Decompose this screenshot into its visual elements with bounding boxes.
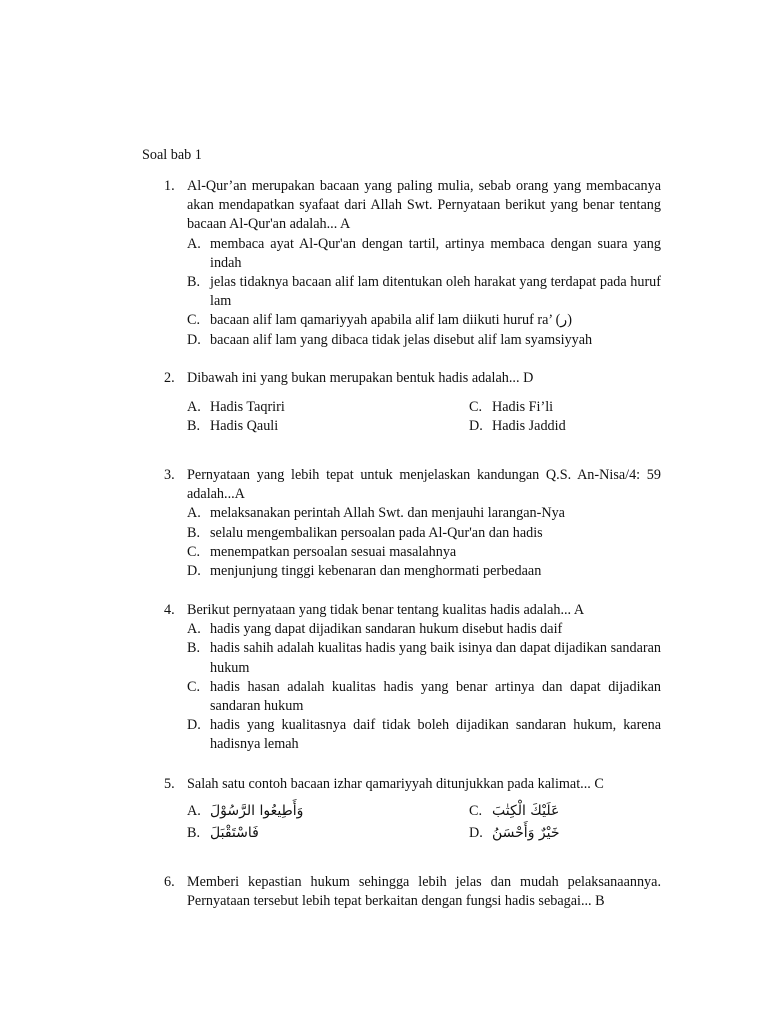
option-letter: C. xyxy=(469,399,483,416)
question-2 xyxy=(164,369,661,437)
option-letter: C. xyxy=(187,312,201,329)
option-letter: B. xyxy=(187,640,201,657)
option-text: jelas tidaknya bacaan alif lam ditentukan oleh harakat yang terdapat pada huruf lam xyxy=(210,274,661,310)
option-letter: D. xyxy=(187,563,201,580)
option-list xyxy=(187,504,661,581)
option-c xyxy=(469,800,661,822)
option-d xyxy=(469,417,661,436)
option-text: hadis hasan adalah kualitas hadis yang benar artinya dan dapat dijadikan sandaran hukum xyxy=(210,678,661,715)
option-letter: B. xyxy=(187,825,201,842)
option-a xyxy=(187,504,661,523)
question-number: 3. xyxy=(164,467,175,483)
option-text: Hadis Fi’li xyxy=(492,399,554,416)
option-grid xyxy=(187,800,661,844)
option-b xyxy=(187,417,469,436)
option-text-arabic: فَاسْتَقْبَلَ xyxy=(210,825,259,842)
question-number: 2. xyxy=(164,370,175,386)
option-text-arabic: عَلَيْكَ الْكِتٰبَ xyxy=(492,803,560,820)
option-text: Hadis Jaddid xyxy=(492,418,566,435)
option-letter: B. xyxy=(187,274,201,291)
page-title: Soal bab 1 xyxy=(142,147,202,163)
option-a xyxy=(187,800,469,822)
option-c xyxy=(187,311,661,330)
option-text: Hadis Qauli xyxy=(210,418,279,435)
option-letter: A. xyxy=(187,399,201,416)
question-stem: Al-Qur’an merupakan bacaan yang paling mulia, sebab orang yang membacanya akan mendapatkan syafaat dari Allah Swt. Pernyataan berikut yang benar tentang bacaan Al-Qur'an adalah... A xyxy=(187,178,661,233)
option-b xyxy=(187,524,661,543)
option-a xyxy=(187,620,661,639)
question-stem: Dibawah ini yang bukan merupakan bentuk hadis adalah... D xyxy=(187,370,534,386)
option-text: selalu mengembalikan persoalan pada Al-Qur'an dan hadis xyxy=(210,524,543,541)
option-letter: A. xyxy=(187,235,201,252)
question-6 xyxy=(164,873,661,911)
question-number: 5. xyxy=(164,776,175,792)
option-letter: C. xyxy=(187,678,201,695)
option-c xyxy=(469,398,661,417)
option-b xyxy=(187,822,469,844)
question-stem: Salah satu contoh bacaan izhar qamariyyah ditunjukkan pada kalimat... C xyxy=(187,776,604,792)
option-text: membaca ayat Al-Qur'an dengan tartil, artinya membaca dengan suara yang indah xyxy=(210,235,661,271)
option-d xyxy=(187,562,661,581)
option-text-arabic: وَأَطِيعُوا الرَّسُوْلَ xyxy=(210,803,304,820)
question-4 xyxy=(164,601,661,755)
option-letter: B. xyxy=(187,524,201,541)
question-stem: Pernyataan yang lebih tepat untuk menjelaskan kandungan Q.S. An-Nisa/4: 59 adalah...A xyxy=(187,467,661,503)
option-b xyxy=(187,273,661,311)
option-c xyxy=(187,678,661,716)
option-a xyxy=(187,398,469,417)
option-text-arabic: خَيْرٌ وَأَحْسَنُ xyxy=(492,825,560,842)
option-list xyxy=(187,620,661,754)
option-grid xyxy=(187,398,661,436)
question-number: 1. xyxy=(164,178,175,194)
option-text: Hadis Taqriri xyxy=(210,399,285,416)
question-number: 6. xyxy=(164,874,175,890)
option-letter: D. xyxy=(469,825,483,842)
option-text: menempatkan persoalan sesuai masalahnya xyxy=(210,543,457,560)
option-letter: D. xyxy=(187,717,201,734)
option-text: hadis yang kualitasnya daif tidak boleh dijadikan sandaran hukum, karena hadisnya lemah xyxy=(210,717,661,753)
option-letter: A. xyxy=(187,803,201,820)
question-stem: Berikut pernyataan yang tidak benar tentang kualitas hadis adalah... A xyxy=(187,602,585,618)
option-letter: D. xyxy=(187,331,201,348)
question-number: 4. xyxy=(164,602,175,618)
option-a xyxy=(187,235,661,273)
option-letter: C. xyxy=(187,543,201,560)
option-text: hadis yang dapat dijadikan sandaran hukum disebut hadis daif xyxy=(210,621,563,638)
question-3 xyxy=(164,466,661,581)
question-5 xyxy=(164,775,661,844)
question-1 xyxy=(164,177,661,350)
option-text: bacaan alif lam qamariyyah apabila alif lam diikuti huruf ra’ (ر) xyxy=(210,312,572,329)
option-c xyxy=(187,543,661,562)
option-b xyxy=(187,639,661,677)
option-list xyxy=(187,235,661,350)
option-d xyxy=(469,822,661,844)
option-d xyxy=(187,716,661,754)
option-letter: A. xyxy=(187,621,201,638)
question-stem: Memberi kepastian hukum sehingga lebih jelas dan mudah pelaksanaannya. Pernyataan tersebut lebih tepat berkaitan dengan fungsi hadis sebagai... B xyxy=(187,874,661,910)
option-letter: C. xyxy=(469,803,483,820)
option-text: bacaan alif lam yang dibaca tidak jelas disebut alif lam syamsiyyah xyxy=(210,331,593,348)
option-letter: D. xyxy=(469,418,483,435)
option-text: melaksanakan perintah Allah Swt. dan menjauhi larangan-Nya xyxy=(210,505,565,522)
option-d xyxy=(187,331,661,350)
option-text: hadis sahih adalah kualitas hadis yang baik isinya dan dapat dijadikan sandaran hukum xyxy=(210,640,661,676)
option-letter: B. xyxy=(187,418,201,435)
option-letter: A. xyxy=(187,505,201,522)
option-text: menjunjung tinggi kebenaran dan menghormati perbedaan xyxy=(210,563,542,580)
